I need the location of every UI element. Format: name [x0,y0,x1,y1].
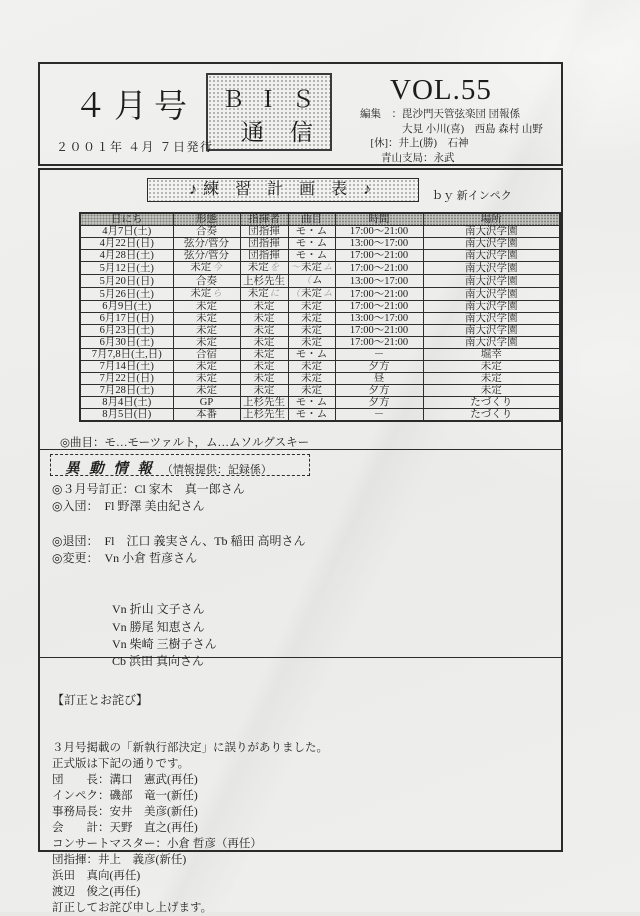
issue-title: ４月号 [74,89,194,125]
pencil-annotation: 今 [212,263,222,273]
schedule-cell [240,262,288,275]
schedule-row [80,337,560,349]
schedule-cell-text: ム [312,275,323,286]
schedule-cell [173,313,240,325]
schedule-cell-text: 未定 [196,313,217,324]
publish-date: ２００１年 ４月 ７日発行 [56,140,214,154]
correction-line: 正式版は下記の通りです。 [52,758,190,770]
schedule-cell [240,301,288,313]
schedule-cell-text: モ・ム [295,226,328,237]
schedule-cell [173,337,240,349]
schedule-row [80,262,560,275]
schedule-cell [240,397,288,409]
personnel-line: Vn 折山 文子さん [52,602,205,617]
schedule-cell [173,325,240,337]
schedule-cell-text: 未定 [253,349,275,360]
schedule-cell [423,409,560,422]
schedule-cell-text: 南大沢学園 [465,313,518,324]
personnel-line: ◎入団： Fl 野澤 美由紀さん [52,499,205,514]
schedule-cell [335,325,423,337]
personnel-line: Vn 柴崎 三樹子さん [52,636,217,651]
schedule-cell-text: 南大沢学園 [465,250,518,261]
schedule-cell [240,250,288,262]
schedule-cell-text: 未定 [301,313,322,324]
correction-line: ３月号掲載の「新執行部決定」に誤りがありました。 [52,742,328,754]
schedule-cell-text: 6月30日(土) [99,337,154,348]
schedule-cell [80,373,173,385]
schedule-cell-text: モ・ム [295,409,328,420]
schedule-cell [173,373,240,385]
schedule-cell [80,288,173,301]
practice-schedule-table [79,212,561,422]
schedule-cell [335,301,423,313]
personnel-line: ◎変更： Vn 小倉 哲彦さん [52,550,198,565]
schedule-cell-text: 未定 [301,262,323,273]
schedule-cell [288,262,335,275]
schedule-cell-text: 合奏 [196,275,217,287]
schedule-cell-text: 未定 [301,337,322,348]
pencil-annotation: ら [212,289,222,299]
schedule-cell [288,361,335,373]
schedule-cell [80,250,173,262]
pencil-annotation: （ [301,276,311,286]
schedule-cell-text: － [373,409,385,420]
schedule-cell [423,361,560,373]
schedule-cell [335,397,423,409]
correction-title: 【訂正とお詫び】 [52,693,149,707]
schedule-cell-text: 8月5日(日) [102,409,152,420]
editor-credit-line: 青山支局：永武 [360,152,455,164]
personnel-news-note: （情報提供：記録係） [161,464,272,476]
schedule-row [80,288,560,301]
schedule-cell-text: 17:00～21:00 [349,288,409,300]
schedule-cell-text: 7月22日(日) [99,373,154,384]
schedule-row [80,397,560,409]
piece-legend: ◎曲目：モ…モーツァルト，ム…ムソルグスキー [60,437,310,449]
schedule-cell [423,349,560,361]
schedule-cell [423,301,560,313]
schedule-cell-text: 未定 [247,288,269,299]
schedule-cell [335,409,423,422]
schedule-cell [335,238,423,250]
personnel-line [52,515,306,532]
schedule-table-header [80,213,560,226]
editor-credit-line: 大見 小川(喜) 西島 森村 山野 [360,123,543,135]
schedule-cell [173,238,240,250]
schedule-cell-text: 5月20日(日) [99,275,154,287]
schedule-cell [240,313,288,325]
correction-line: 会 計：天野 直之(再任) [52,822,198,834]
schedule-cell [335,262,423,275]
schedule-cell [173,361,240,373]
schedule-cell [423,337,560,349]
pencil-annotation: ム [323,289,333,299]
schedule-column-header: 場所 [423,213,560,226]
schedule-cell-text: 上杉先生 [243,409,285,420]
schedule-cell-text: － [373,349,385,360]
schedule-cell-text: 堀幸 [480,349,502,360]
schedule-cell-text: 未定 [301,288,323,299]
schedule-cell-text: 未定 [301,301,322,312]
schedule-cell [423,238,560,250]
schedule-cell [288,373,335,385]
schedule-cell [173,397,240,409]
main-content-box [38,168,563,914]
schedule-cell [80,325,173,337]
schedule-cell [288,409,335,422]
correction-line: 訂正してお詫び申し上げます。 [52,902,213,914]
schedule-cell-text: 本番 [196,409,217,420]
correction-line: 団指揮：井上 義彦(新任) [52,854,187,866]
schedule-cell-text: 南大沢学園 [465,262,518,274]
schedule-cell [240,226,288,238]
personnel-line [52,584,306,601]
schedule-cell-text: 未定 [196,373,217,384]
schedule-cell [80,361,173,373]
schedule-cell [240,409,288,422]
schedule-cell [423,397,560,409]
schedule-cell [288,275,335,288]
schedule-cell-text: 未定 [253,313,275,324]
schedule-cell [423,385,560,397]
pencil-annotation: に [269,289,280,299]
schedule-cell-text: たづくり [470,397,513,408]
personnel-line: Cb 浜田 真向さん [52,654,205,669]
schedule-cell-text: 7月7,8日(土,日) [91,349,162,360]
schedule-cell-text: 未定 [196,361,217,372]
personnel-news-title: 異 動 情 報 [65,461,155,477]
schedule-title-banner: ♪練 習 計 画 表 ♪ [147,178,419,202]
schedule-cell [423,250,560,262]
schedule-cell-text: 合宿 [196,349,217,360]
schedule-cell-text: たづくり [470,409,513,420]
pencil-annotation: （ [290,289,301,299]
pencil-annotation: ム [323,263,333,273]
schedule-cell-text: 未定 [480,361,502,372]
newsletter-header-box [38,62,563,166]
schedule-cell [80,301,173,313]
schedule-cell-text: 13:00～17:00 [349,275,409,287]
schedule-cell [240,238,288,250]
schedule-cell-text: 13:00～17:00 [349,238,409,249]
correction-line: 団 長：溝口 憲武(再任) [52,774,198,786]
schedule-cell-text: 南大沢学園 [465,226,518,237]
schedule-cell-text: 6月17日(日) [99,313,154,324]
schedule-cell-text: 6月9日(土) [102,301,152,312]
schedule-cell [240,385,288,397]
schedule-cell-text: 5月26日(土) [99,288,154,300]
pencil-annotation: を [269,263,280,273]
schedule-cell-text: 未定 [301,373,322,384]
correction-line: 事務局長：安井 美彦(新任) [52,806,198,818]
schedule-cell-text: 夕方 [368,397,390,408]
schedule-cell-text: 未定 [253,373,275,384]
schedule-cell-text: 13:00～17:00 [349,313,409,324]
schedule-row [80,385,560,397]
schedule-column-header: 日にち [80,213,173,226]
schedule-row [80,313,560,325]
schedule-cell-text: 弦分/管分 [184,238,229,249]
schedule-cell [288,226,335,238]
schedule-cell-text: 南大沢学園 [465,301,518,312]
pencil-annotation: 〜 [290,263,301,273]
schedule-cell [335,337,423,349]
schedule-cell-text: 夕方 [368,385,390,396]
correction-line: 渡辺 俊之(再任) [52,886,141,898]
schedule-cell [240,361,288,373]
schedule-cell-text: 未定 [247,262,269,273]
schedule-cell [335,288,423,301]
schedule-table-body [80,226,560,422]
schedule-cell [240,275,288,288]
schedule-cell [80,337,173,349]
schedule-cell [80,313,173,325]
schedule-cell-text: 南大沢学園 [465,238,518,249]
schedule-cell [423,313,560,325]
schedule-cell-text: GP [199,397,214,408]
schedule-cell-text: 4月7日(土) [102,226,152,237]
schedule-cell [240,373,288,385]
schedule-cell [173,301,240,313]
schedule-cell [423,373,560,385]
schedule-cell-text: 弦分/管分 [184,250,229,261]
schedule-cell [80,409,173,422]
schedule-cell [288,349,335,361]
schedule-cell [173,250,240,262]
schedule-cell [423,325,560,337]
personnel-news-box [50,454,310,476]
schedule-cell-text: 団指揮 [248,238,280,249]
schedule-cell-text: 未定 [196,337,217,348]
schedule-cell [173,409,240,422]
schedule-cell-text: 未定 [253,385,275,396]
schedule-cell [80,226,173,238]
logo-line1: ＢＩＳ [221,87,327,112]
schedule-cell-text: 未定 [196,385,217,396]
schedule-row [80,226,560,238]
schedule-cell [80,349,173,361]
schedule-cell-text: 6月23日(土) [99,325,154,336]
schedule-cell [288,325,335,337]
correction-line: インペク：磯部 竜一(新任) [52,790,198,802]
schedule-cell-text: 17:00～21:00 [349,262,409,274]
schedule-cell [288,385,335,397]
schedule-cell [173,349,240,361]
schedule-cell-text: モ・ム [295,349,328,360]
schedule-cell-text: 5月12日(土) [99,262,154,274]
correction-line: 浜田 真向(再任) [52,870,141,882]
schedule-row [80,361,560,373]
schedule-cell [173,288,240,301]
schedule-cell-text: 未定 [480,373,502,384]
volume-number: VOL.55 [390,74,492,106]
schedule-cell-text: 未定 [253,325,275,336]
editor-credits [360,108,543,166]
schedule-cell [288,250,335,262]
correction-section [52,660,328,916]
schedule-cell [423,262,560,275]
schedule-cell [80,238,173,250]
schedule-cell-text: 未定 [301,385,322,396]
schedule-cell-text: 4月28日(土) [99,250,154,261]
schedule-cell [173,226,240,238]
schedule-cell [173,385,240,397]
schedule-cell-text: 未定 [480,385,502,396]
schedule-cell [288,337,335,349]
schedule-cell-text: 南大沢学園 [465,288,518,300]
schedule-row [80,373,560,385]
schedule-cell-text: 昼 [373,373,385,384]
schedule-row [80,250,560,262]
schedule-cell-text: 7月14日(土) [99,361,154,372]
schedule-cell [240,349,288,361]
schedule-cell-text: 17:00～21:00 [349,337,409,348]
schedule-cell [80,385,173,397]
schedule-cell-text: 未定 [190,288,212,299]
schedule-column-header: 時間 [335,213,423,226]
schedule-cell-text: 団指揮 [248,226,280,237]
schedule-cell [288,313,335,325]
schedule-cell [288,397,335,409]
schedule-cell-text: 未定 [301,361,322,372]
correction-line: コンサートマスター：小倉 哲彦（再任） [52,838,262,850]
schedule-cell [173,262,240,275]
schedule-cell-text: モ・ム [295,250,328,261]
schedule-cell-text: 上杉先生 [243,397,285,408]
schedule-cell [335,275,423,288]
schedule-cell-text: 未定 [196,301,217,312]
schedule-cell [423,226,560,238]
personnel-line: Vn 勝尾 知恵さん [52,619,205,634]
schedule-cell [335,385,423,397]
schedule-cell [423,288,560,301]
schedule-cell-text: 17:00～21:00 [349,325,409,336]
newsletter-logo [206,73,332,151]
schedule-row [80,275,560,288]
schedule-cell [288,238,335,250]
personnel-line [52,567,306,584]
editor-credit-line: [休]：井上(勝) 石神 [360,138,469,149]
schedule-cell-text: 7月28日(土) [99,385,154,396]
schedule-cell [335,226,423,238]
schedule-cell [335,373,423,385]
schedule-cell-text: 南大沢学園 [465,325,518,336]
schedule-row [80,409,560,422]
schedule-cell-text: 未定 [253,337,275,348]
schedule-column-header: 曲目 [288,213,335,226]
schedule-cell [80,275,173,288]
schedule-cell [288,301,335,313]
schedule-byline: ｂｙ 新インペク [432,190,512,202]
schedule-header-row [80,213,560,226]
schedule-cell [240,288,288,301]
schedule-column-header: 形態 [173,213,240,226]
schedule-row [80,349,560,361]
schedule-cell-text: 17:00～21:00 [349,226,409,237]
schedule-cell-text: モ・ム [295,397,328,408]
schedule-cell-text: 団指揮 [248,250,280,261]
personnel-line: ◎３月号訂正：Cl 家木 真一郎さん [52,482,245,496]
schedule-cell [173,275,240,288]
schedule-cell [335,349,423,361]
schedule-cell-text: 未定 [253,301,275,312]
schedule-cell-text: 未定 [190,262,212,273]
schedule-cell [80,262,173,275]
schedule-row [80,325,560,337]
personnel-lines [52,481,306,670]
schedule-cell-text: 8月4日(土) [102,397,152,408]
schedule-cell-text: モ・ム [295,238,328,249]
schedule-cell-text: 上杉先生 [243,275,285,287]
schedule-cell-text: 夕方 [368,361,390,372]
schedule-cell-text: 未定 [253,361,275,372]
schedule-cell [423,275,560,288]
schedule-cell [335,361,423,373]
schedule-cell [335,250,423,262]
personnel-line: ◎退団： Fl 江口 義実さん、Tb 稲田 高明さん [52,533,306,548]
schedule-cell [288,288,335,301]
schedule-column-header: 指揮者 [240,213,288,226]
schedule-cell [335,313,423,325]
schedule-cell-text: 17:00～21:00 [349,301,409,312]
schedule-cell-text: 南大沢学園 [465,337,518,348]
schedule-cell [240,337,288,349]
schedule-row [80,301,560,313]
schedule-cell-text: 17:00～21:00 [349,250,409,261]
schedule-cell-text: 南大沢学園 [465,275,518,287]
schedule-cell-text: 4月22日(日) [99,238,154,249]
schedule-row [80,238,560,250]
logo-line2: 通 信 [241,120,323,145]
schedule-cell [240,325,288,337]
editor-credit-line: 編集 ：毘沙門天管弦楽団 団報係 [360,109,521,120]
schedule-cell-text: 未定 [196,325,217,336]
schedule-cell [80,397,173,409]
schedule-cell-text: 合奏 [196,226,217,237]
schedule-cell-text: 未定 [301,325,322,336]
